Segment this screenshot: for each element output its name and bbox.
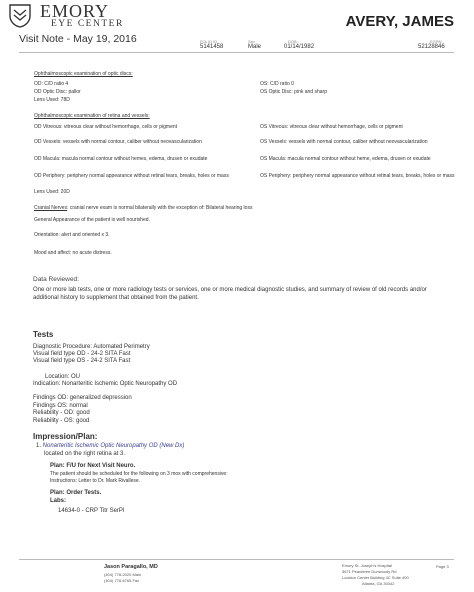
field-value-folio: 5141458 [200,44,224,50]
cranial-nerves-label: Cranial Nerves [34,205,68,211]
od-macula: OD Macula: macula normal contour without hemes, edema, drusen or exudate [34,156,208,162]
visit-title: Visit Note - May 19, 2016 [19,33,137,45]
address-line-3: Lockton Center Building 4C Suite 400 [342,575,409,580]
lens-used-2: Lens Used: 20D [34,189,70,195]
general-appearance: General Appearance of the patient is well nourished. [34,217,150,223]
plan-followup-title: Plan: F/U for Next Visit Neuro. [50,463,136,469]
patient-name: AVERY, JAMES [345,13,454,30]
tests-line: Reliability - OS: good [33,417,90,424]
field-value-sex: Male [248,44,262,50]
address-line-1: Emory St. Joseph's Hospital [342,563,392,568]
od-periphery: OD Periphery: periphery normal appearance without retinal tears, breaks, holes or mass [34,173,229,179]
doctor-fax: (404) 778-6765 Fax [104,578,140,583]
footer-divider [19,559,454,560]
tests-line: Findings OS: normal [33,402,88,409]
field-value-dob: 01/14/1982 [284,44,315,50]
os-periphery: OS Periphery: periphery normal appearance without retinal tears, breaks, holes or mass [260,173,455,179]
header-divider [19,52,454,53]
impression-diagnosis: Nonarteritic Ischemic Optic Neuropathy OD (New Dx) [42,443,185,449]
emory-shield-icon [9,4,31,28]
od-optic-disc: OD Optic Disc: pallor [34,89,81,95]
tests-line: Findings OD: generalized depression [33,395,132,401]
od-cd-ratio: OD: C/D ratio 4 [34,81,69,87]
os-vessels: OS Vessels: vessels with normal contour, caliber without neovascularization [260,139,428,145]
plan-order-tests-title: Plan: Order Tests. [50,490,102,496]
tests-line: Reliability - OD: good [33,410,90,416]
tests-line: Indication: Nonarteritic Ischemic Optic Neuropathy OD [33,381,178,387]
field-value-egrn: 52128846 [418,44,445,50]
cranial-nerves-text: : cranial nerve exam is normal bilaterally with the exception of: Bilateral hearing loss [67,205,253,211]
brand-name: EMORY [40,1,110,21]
retina-heading: Ophthalmoscopic examination of retina and vessels: [34,113,150,119]
os-vitreous: OS Vitreous: vitreous clear without hemorrhage, cells or pigment [260,124,403,130]
doctor-phone: (404) 778-2020 Main [104,572,142,577]
mood-affect: Mood and affect: no acute distress. [34,250,112,256]
tests-line: Diagnostic Procedure: Automated Perimetry [33,344,150,350]
impression-item-1: 1. Nonarteritic Ischemic Optic Neuropathy OD (New Dx) [36,443,185,449]
plan-followup-line2: Instructions: Letter to Dr. Mark Rivallese. [50,478,141,484]
od-vitreous: OD Vitreous: vitreous clear without hemorrhage, cells or pigment [34,124,178,130]
field-label-dob: DOB [288,39,297,44]
tests-line: Visual field type OS - 24-2 SITA Fast [33,358,131,364]
plan-followup-line1: The patient should be scheduled for the following on 3 mos with comprehensive: [50,471,228,477]
tests-heading: Tests [33,330,54,339]
lens-used-1: Lens Used: 78D [34,97,70,103]
data-reviewed-text: One or more lab tests, one or more radiology tests or services, one or more medical diagnostic studies, and summary of review of old records and/or additional history to supplement that obtained from the patient. [33,287,427,301]
tests-line: Visual field type OD - 24-2 SITA Fast [33,351,131,357]
os-macula: OS Macula: macula normal contour without heme, edema, drusen or exudate [260,156,431,162]
orientation: Orientation: alert and oriented x 3. [34,232,110,238]
od-vessels: OD Vessels: vessels with normal contour, caliber without neovascularization [34,139,202,145]
os-optic-disc: OS Optic Disc: pink and sharp [260,89,327,95]
labs-label: Labs: [50,498,67,504]
optic-disc-heading: Ophthalmoscopic examination of optic discs: [34,71,133,77]
address-line-4: Atlanta, GA 30342 [362,581,395,586]
field-label-sex: Sex [248,39,255,44]
os-cd-ratio: OS: C/D ratio 0 [260,81,294,87]
labs-item: 14634-0 - CRP Titr SerPl [58,508,125,514]
field-label-egrn: EGRN [430,39,442,44]
field-label-folio: FOLIO ID [200,39,218,44]
address-line-2: 5671 Peachtree Dunwoody Rd [342,569,397,574]
brand-subtitle: EYE CENTER [51,19,124,29]
doctor-name: Jason Paragallo, MD [104,564,158,570]
data-reviewed-heading: Data Reviewed: [33,276,79,283]
page-number: Page 3 [436,564,449,569]
tests-line: Location: OU [45,374,81,380]
tests-procedure-block [33,344,150,365]
cranial-nerves [34,205,252,211]
impression-heading: Impression/Plan: [33,432,98,441]
impression-item-1-sub: located on the right retina at 3. [44,451,126,457]
tests-location-block [33,374,177,388]
tests-findings-block [33,395,132,425]
